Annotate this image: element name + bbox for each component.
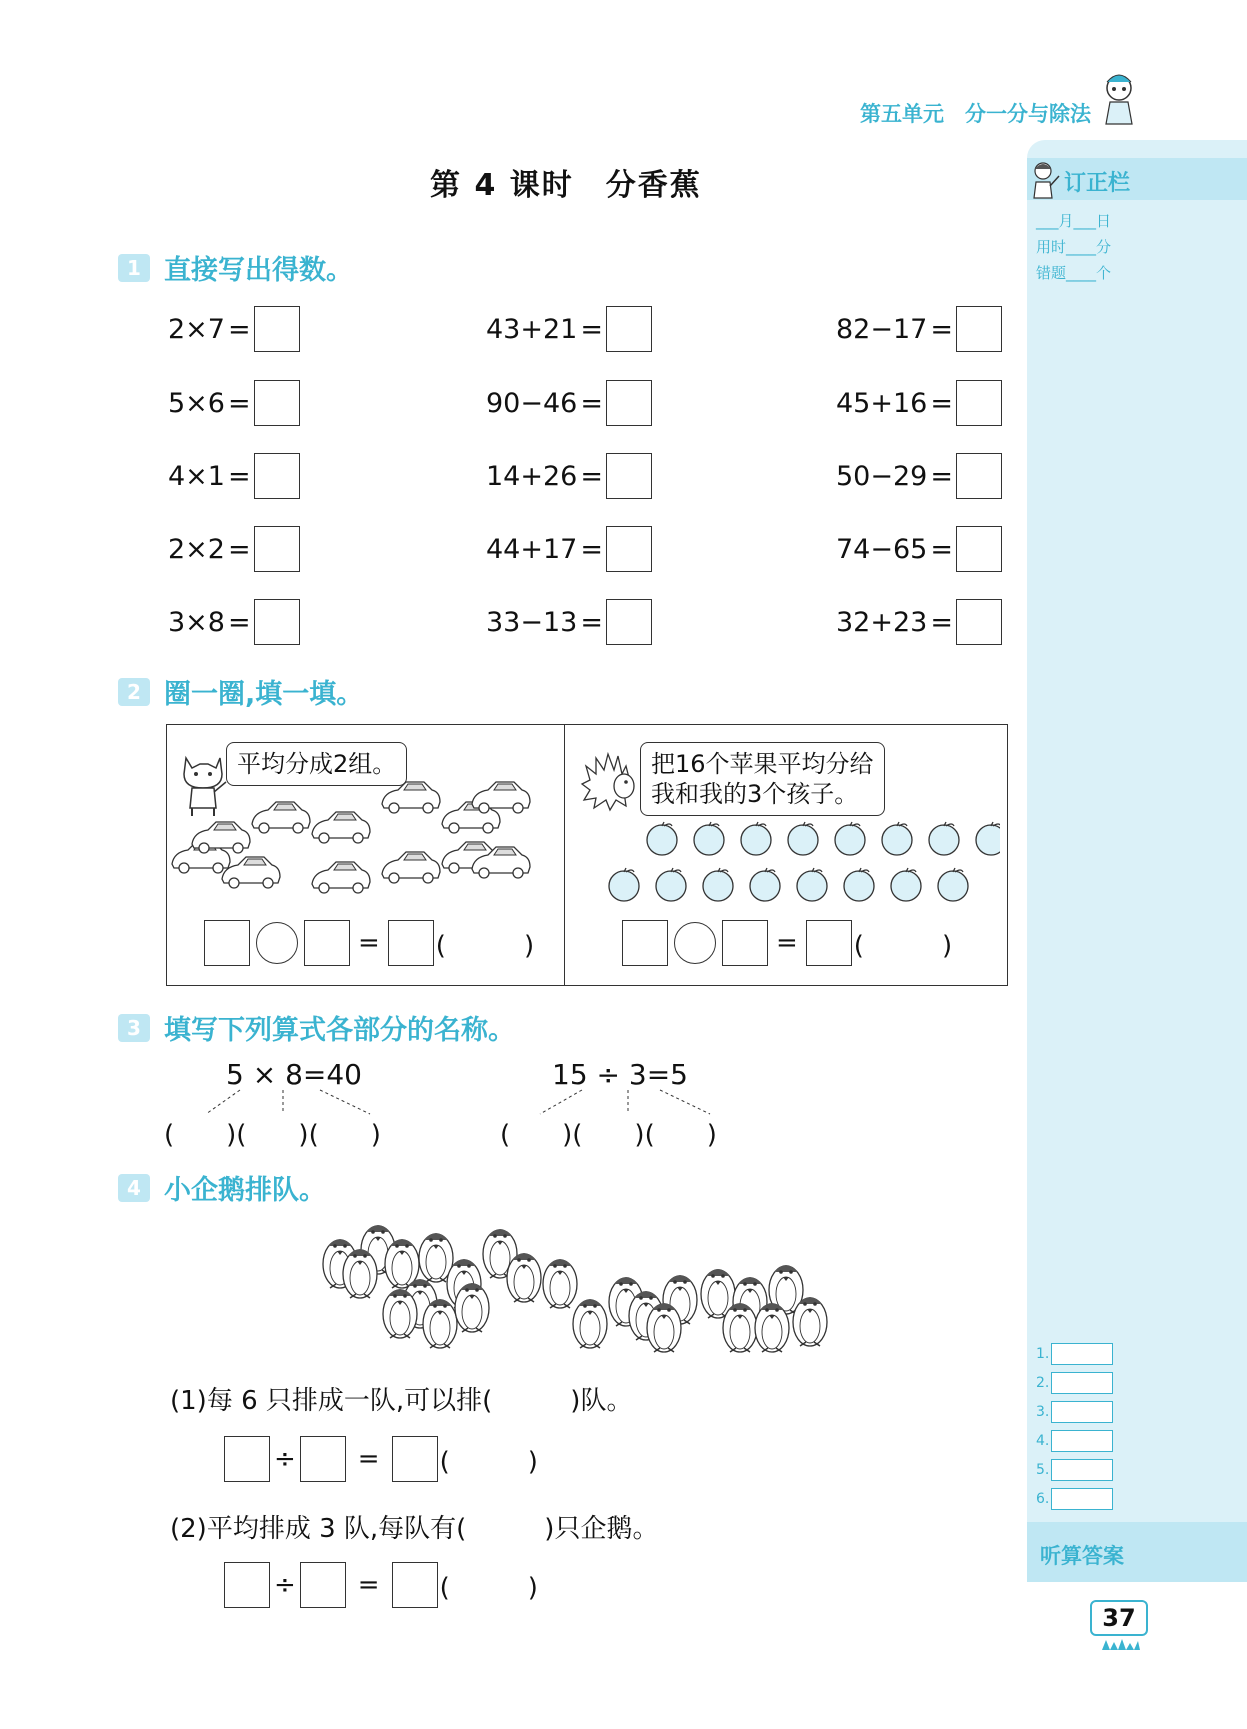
bubble-text: 平均分成2组。 — [237, 750, 397, 778]
sidebar-date: ___月___日 — [1036, 212, 1112, 230]
apple-icon — [647, 822, 677, 855]
answer-box[interactable] — [392, 1436, 438, 1482]
answer-slot-label: 2. — [1036, 1375, 1050, 1391]
equals-sign: = — [580, 606, 603, 638]
calc-item — [168, 453, 300, 499]
question-title: 小企鹅排队。 — [164, 1175, 326, 1206]
calc-item — [168, 380, 300, 426]
expression: 32+23 — [836, 606, 928, 638]
answer-box[interactable] — [300, 1562, 346, 1608]
equals-sign: = — [930, 606, 953, 638]
question-number: 4 — [118, 1174, 150, 1202]
correction-sidebar — [1027, 140, 1247, 1582]
q4-part1-text: (1)每 6 只排成一队,可以排( )队。 — [170, 1386, 633, 1416]
penguin-icon — [573, 1299, 607, 1348]
apple-icon — [844, 868, 874, 901]
unit-paren: ( ) — [439, 1446, 538, 1477]
calc-item — [168, 306, 300, 352]
penguins-illustration — [320, 1212, 860, 1362]
girl-mascot-icon — [1098, 68, 1140, 126]
calc-item — [836, 453, 1002, 499]
answer-box[interactable] — [806, 920, 852, 966]
car-icon — [312, 862, 370, 893]
answer-box[interactable] — [304, 920, 350, 966]
penguin-icon — [793, 1297, 827, 1346]
apple-icon — [656, 868, 686, 901]
expression: 74−65 — [836, 533, 928, 565]
answer-slot — [1036, 1343, 1113, 1365]
calc-item — [486, 306, 652, 352]
calc-item — [486, 453, 652, 499]
equals-sign: = — [227, 606, 251, 638]
expression: 82−17 — [836, 313, 928, 345]
answer-box[interactable] — [254, 599, 300, 645]
answer-box[interactable] — [300, 1436, 346, 1482]
q4-part2-equation — [224, 1562, 538, 1608]
answer-box[interactable] — [254, 526, 300, 572]
car-icon — [312, 812, 370, 843]
teacher-icon — [1030, 160, 1060, 200]
answer-box[interactable] — [392, 1562, 438, 1608]
equals-sign: = — [227, 533, 251, 565]
penguin-icon — [755, 1303, 789, 1352]
calc-item — [836, 380, 1002, 426]
speech-bubble — [640, 742, 885, 816]
car-icon — [382, 852, 440, 883]
apple-icon — [788, 822, 818, 855]
question-4-heading — [118, 1168, 326, 1207]
answer-box[interactable] — [622, 920, 668, 966]
equals-sign: = — [227, 313, 251, 345]
expression: 2×7 — [168, 313, 225, 345]
equals-sign: = — [580, 313, 603, 345]
expression: 44+17 — [486, 533, 578, 565]
calc-item — [168, 599, 300, 645]
penguin-icon — [343, 1249, 377, 1298]
q2-right-equation — [622, 920, 952, 966]
answer-box[interactable] — [254, 306, 300, 352]
equals-sign: = — [930, 313, 953, 345]
answer-box[interactable] — [606, 306, 652, 352]
expression: 2×2 — [168, 533, 225, 565]
division-sign: ÷ — [274, 1570, 296, 1600]
lesson-title: 第 4 课时 分香蕉 — [430, 168, 702, 203]
answer-box[interactable] — [956, 526, 1002, 572]
formula-multiplication: 5 × 8=40 — [226, 1058, 362, 1091]
q2-left-equation — [204, 920, 534, 966]
answer-slot — [1036, 1372, 1113, 1394]
calc-item — [486, 380, 652, 426]
cars-illustration — [170, 780, 560, 900]
answer-box[interactable] — [1051, 1343, 1113, 1365]
penguin-icon — [647, 1303, 681, 1352]
equals-sign: = — [357, 1444, 380, 1474]
expression: 90−46 — [486, 387, 578, 419]
apples-illustration — [600, 812, 1000, 912]
car-icon — [472, 782, 530, 813]
penguin-icon — [507, 1253, 541, 1302]
answer-slot-label: 3. — [1036, 1404, 1050, 1420]
answer-box[interactable] — [1051, 1372, 1113, 1394]
calc-item — [836, 306, 1002, 352]
calc-item — [168, 526, 300, 572]
name-blanks[interactable]: ( )( )( ) — [500, 1120, 717, 1150]
question-1-heading — [118, 248, 353, 287]
answer-box[interactable] — [1051, 1430, 1113, 1452]
apple-icon — [750, 868, 780, 901]
grass-icon — [1100, 1638, 1140, 1650]
question-title: 圈一圈,填一填。 — [164, 679, 364, 710]
equals-sign: = — [930, 533, 953, 565]
answer-slot — [1036, 1459, 1113, 1481]
penguin-icon — [723, 1303, 757, 1352]
apple-icon — [929, 822, 959, 855]
equals-sign: = — [580, 533, 603, 565]
apple-icon — [694, 822, 724, 855]
answer-box[interactable] — [956, 306, 1002, 352]
equals-sign: = — [227, 387, 251, 419]
equals-sign: = — [776, 928, 798, 958]
answer-box[interactable] — [1051, 1401, 1113, 1423]
calc-item — [486, 599, 652, 645]
answer-box[interactable] — [956, 380, 1002, 426]
apple-icon — [835, 822, 865, 855]
answer-box[interactable] — [224, 1436, 270, 1482]
question-number: 3 — [118, 1014, 150, 1042]
answer-box[interactable] — [606, 380, 652, 426]
q4-part2-text: (2)平均排成 3 队,每队有( )只企鹅。 — [170, 1514, 659, 1544]
answer-slot — [1036, 1401, 1113, 1423]
answer-box[interactable] — [606, 599, 652, 645]
expression: 45+16 — [836, 387, 928, 419]
hedgehog-icon — [580, 748, 638, 812]
page-number: 37 — [1090, 1600, 1148, 1636]
question-title: 填写下列算式各部分的名称。 — [164, 1015, 515, 1046]
car-icon — [252, 802, 310, 833]
bubble-text-line: 我和我的3个孩子。 — [651, 780, 859, 808]
answer-box[interactable] — [606, 526, 652, 572]
apple-icon — [882, 822, 912, 855]
division-sign: ÷ — [274, 1444, 296, 1474]
equals-sign: = — [930, 387, 953, 419]
apple-icon — [703, 868, 733, 901]
equals-sign: = — [930, 460, 953, 492]
expression: 50−29 — [836, 460, 928, 492]
panel-divider — [564, 724, 565, 986]
answer-box[interactable] — [254, 380, 300, 426]
expression: 4×1 — [168, 460, 225, 492]
answer-box[interactable] — [1051, 1488, 1113, 1510]
answer-slot — [1036, 1430, 1113, 1452]
question-number: 2 — [118, 678, 150, 706]
answer-box[interactable] — [254, 453, 300, 499]
equals-sign: = — [580, 460, 603, 492]
unit-header: 第五单元 分一分与除法 — [860, 102, 1091, 126]
penguin-icon — [455, 1283, 489, 1332]
name-blanks[interactable]: ( )( )( ) — [164, 1120, 381, 1150]
answer-box[interactable] — [722, 920, 768, 966]
penguin-icon — [383, 1289, 417, 1338]
apple-icon — [938, 868, 968, 901]
answer-slot-label: 1. — [1036, 1346, 1050, 1362]
calc-item — [486, 526, 652, 572]
q4-part1-equation — [224, 1436, 538, 1482]
answer-box[interactable] — [224, 1562, 270, 1608]
question-title: 直接写出得数。 — [164, 255, 353, 286]
answer-slot-label: 5. — [1036, 1462, 1050, 1478]
calc-item — [836, 599, 1002, 645]
apple-icon — [797, 868, 827, 901]
sidebar-errors: 错题____个 — [1036, 264, 1112, 282]
car-icon — [382, 782, 440, 813]
equals-sign: = — [358, 928, 380, 958]
car-icon — [192, 822, 250, 853]
answer-slot-label: 6. — [1036, 1491, 1050, 1507]
expression: 3×8 — [168, 606, 225, 638]
answer-box[interactable] — [606, 453, 652, 499]
operator-circle[interactable] — [674, 922, 716, 964]
answer-box[interactable] — [956, 453, 1002, 499]
expression: 33−13 — [486, 606, 578, 638]
penguin-icon — [385, 1239, 419, 1288]
question-number: 1 — [118, 254, 150, 282]
expression: 14+26 — [486, 460, 578, 492]
expression: 5×6 — [168, 387, 225, 419]
penguin-icon — [543, 1259, 577, 1308]
equals-sign: = — [227, 460, 251, 492]
apple-icon — [976, 822, 1000, 855]
answer-box[interactable] — [204, 920, 250, 966]
bubble-text-line: 把16个苹果平均分给 — [651, 750, 874, 778]
sidebar-header — [1027, 158, 1247, 200]
equals-sign: = — [580, 387, 603, 419]
question-3-heading — [118, 1008, 515, 1047]
sidebar-title: 订正栏 — [1064, 171, 1131, 196]
answer-box[interactable] — [956, 599, 1002, 645]
car-icon — [222, 857, 280, 888]
listen-answers-label: 听算答案 — [1040, 1544, 1124, 1568]
answer-box[interactable] — [1051, 1459, 1113, 1481]
answer-slot-label: 4. — [1036, 1433, 1050, 1449]
expression: 43+21 — [486, 313, 578, 345]
sidebar-time: 用时____分 — [1036, 238, 1112, 256]
unit-paren: ( ) — [439, 1572, 538, 1603]
answer-slot — [1036, 1488, 1113, 1510]
question-2-heading — [118, 672, 363, 711]
answer-box[interactable] — [388, 920, 434, 966]
formula-division: 15 ÷ 3=5 — [552, 1058, 688, 1091]
apple-icon — [891, 868, 921, 901]
unit-paren: ( ) — [853, 930, 953, 961]
penguin-icon — [423, 1299, 457, 1348]
apple-icon — [609, 868, 639, 901]
calc-item — [836, 526, 1002, 572]
equals-sign: = — [357, 1570, 380, 1600]
operator-circle[interactable] — [256, 922, 298, 964]
apple-icon — [741, 822, 771, 855]
unit-paren: ( ) — [435, 930, 535, 961]
